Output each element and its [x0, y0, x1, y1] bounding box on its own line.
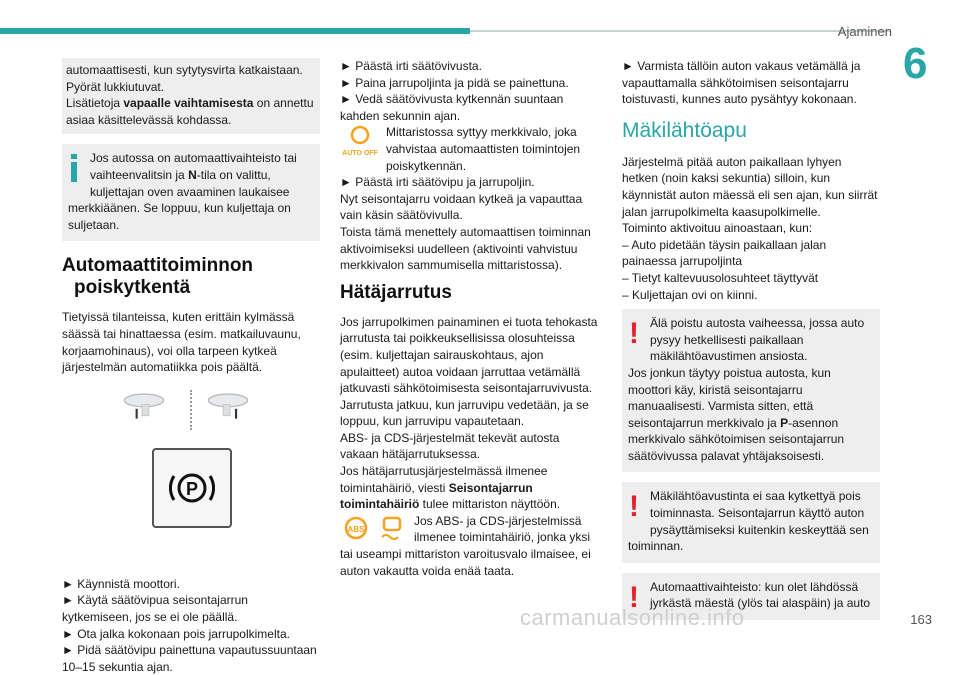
info-box: [62, 144, 320, 241]
step: ► Käytä säätövipua seisontajarrun kytkemiseen, jos se ei ole päällä.: [62, 593, 248, 624]
info-text: Jos autossa on automaattivaihteisto tai vaihteenvalitsin ja N-tila on valittu, kuljettajan oven avaaminen laukaisee merkkiäänen. Se loppuu, kun kuljettaja on suljetaan.: [68, 151, 297, 232]
step: ► Päästä irti säätövipu ja jarrupoljin.: [340, 175, 535, 190]
info-icon: [68, 154, 80, 184]
auto-off-indicator-row: [340, 124, 598, 174]
step: ► Vedä säätövivusta kytkennän suuntaan kahden sekunnin ajan.: [340, 92, 564, 123]
note-reference: Lisätietoja vapaalle vaihtamisesta on annettu asiaa käsittelevässä kohdassa.: [66, 96, 314, 127]
section-title: Ajaminen: [837, 24, 892, 39]
indicator-text: Mittaristossa syttyy merkkivalo, joka vahvistaa automaattisten toimintojen poiskytkennän.: [386, 125, 581, 173]
warning-icon: !: [629, 317, 639, 351]
steering-wheel-right-icon: [198, 392, 258, 420]
auto-off-label: AUTO OFF: [342, 150, 378, 158]
step: ► Käynnistä moottori.: [62, 576, 180, 591]
warning-box: [622, 482, 880, 562]
step: ► Pidä säätövipu painettuna vapautussuuntaan 10–15 sekuntia ajan.: [62, 643, 317, 674]
note-line: Pyörät lukkiutuvat.: [66, 79, 165, 94]
paragraph: Nyt seisontajarru voidaan kytkeä ja vapauttaa vain käsin säätövivulla.: [340, 191, 583, 223]
svg-text:P: P: [185, 478, 199, 499]
column-2: [340, 58, 598, 579]
condition: – Auto pidetään täysin paikallaan jalan painaessa jarrupoljinta: [622, 237, 827, 269]
column-3: [622, 58, 880, 630]
intro-paragraph: Tietyissä tilanteissa, kuten erittäin kylmässä säässä tai hinattaessa (esim. matkailuvaunu, korjaamohinaus), voi olla tarpeen kytkeä järjestelmän automatiikka pois päältä.: [62, 310, 301, 375]
step: ► Päästä irti säätövivusta.: [340, 59, 482, 73]
abs-warning-row: [340, 513, 598, 579]
parking-brake-button: [152, 448, 232, 528]
warning-text: Automaattivaihteisto: kun olet lähdössä jyrkästä mäestä (ylös tai alaspäin) ja auto: [650, 579, 871, 611]
abs-icons: [340, 513, 408, 543]
paragraph: Järjestelmä pitää auton paikallaan lyhyen hetken (noin kaksi sekuntia) silloin, kun käynnistät auton mäessä eli sen ajan, kun siirrät jalan jarrupolkimelta kaasupolkimelle.: [622, 154, 878, 219]
parking-brake-icon: [154, 450, 230, 526]
condition: – Kuljettajan ovi on kiinni.: [622, 287, 758, 302]
warning-box: [622, 309, 880, 472]
abs-warning-icon: [340, 513, 372, 543]
heading-emergency-braking: Hätäjarrutus: [340, 281, 452, 303]
page-number: 163: [910, 612, 932, 627]
warning-icon: !: [629, 490, 639, 524]
abs-fault-text: Jos ABS- ja CDS-järjestelmissä ilmenee toimintahäiriö, jonka yksi tai useampi mittariston varoitusvalo ilmaisee, ei auton vakautta voida enää taata.: [340, 513, 591, 578]
heading-auto-off: Automaattitoiminnon poiskytkentä: [62, 255, 254, 299]
continued-note-box: [62, 58, 320, 134]
warning-icon: !: [629, 580, 639, 614]
paragraph: Toista tämä menettely automaattisen toiminnan aktivoimiseksi uudelleen (aktivointi vahvistuu merkkivalon sammumisella mittaristossa).: [340, 224, 591, 273]
heading-hill-start-assist: Mäkilähtöapu: [622, 118, 747, 142]
warning-text: Älä poistu autosta vaiheessa, jossa auto pysyy hetkellisesti paikallaan mäkilähtöavustimen ansiosta.: [650, 316, 865, 364]
top-rule: [470, 30, 890, 32]
abs-icon-label: ABS: [347, 524, 365, 534]
auto-off-warning-icon: [340, 124, 380, 158]
step: ► Ota jalka kokonaan pois jarrupolkimelta.: [62, 626, 290, 641]
warning-text: Jos jonkun täytyy poistua autosta, kun moottori käy, kiristä seisontajarru manuaalisesti. Varmista sitten, että seisontajarrun merkkivalo ja P-asennon merkkivalo sähkötoimisen seisontajarrun säätövivussa palavat yhtäjaksoisesti.: [628, 365, 845, 463]
parking-brake-illustration: [62, 386, 320, 566]
paragraph: ABS- ja CDS-järjestelmät tekevät autosta vakaan hätäjarrutuksessa.: [340, 430, 560, 462]
chapter-number: 6: [903, 39, 928, 88]
esp-warning-icon: [376, 513, 408, 543]
column-1: [62, 58, 320, 675]
paragraph: Toiminto aktivoituu ainoastaan, kun:: [622, 221, 813, 236]
paragraph: Jos jarrupolkimen painaminen ei tuota tehokasta jarrutusta tai poikkeuksellisissa olosuhteissa (esim. kuljettajan sairauskohtaus, ajon apulaitteet) autoa voidaan jarruttaa vetämällä jatkuvasti sähkötoimisesta seisontajarruvivusta. Jarrutusta jatkuu, kun jarruvipu vedetään, ja se loppuu, kun jarruvipu vapautetaan.: [340, 314, 598, 429]
warning-text: Mäkilähtöavustinta ei saa kytkettyä pois toiminnasta. Seisontajarrun käyttö auton pysäyttämiseksi kuitenkin keskeyttää sen toiminnan.: [628, 489, 869, 554]
step: ► Paina jarrupoljinta ja pidä se painettuna.: [340, 75, 569, 90]
divider: [190, 390, 192, 430]
top-accent-bar: [0, 28, 470, 34]
condition: – Tietyt kaltevuusolosuhteet täyttyvät: [622, 270, 819, 285]
note-line: automaattisesti, kun sytytysvirta katkaistaan.: [66, 63, 303, 77]
paragraph: Jos hätäjarrutusjärjestelmässä ilmenee toimintahäiriö, viesti Seisontajarrun toimintahäiriö tulee mittariston näyttöön.: [340, 464, 561, 512]
steering-wheel-left-icon: [114, 392, 174, 420]
step: ► Varmista tällöin auton vakaus vetämällä ja vapauttamalla sähkötoimisen seisontajarru toistuvasti, kunnes auto pysähtyy kokonaan.: [622, 59, 861, 107]
watermark: carmanualsonline.info: [520, 605, 745, 630]
